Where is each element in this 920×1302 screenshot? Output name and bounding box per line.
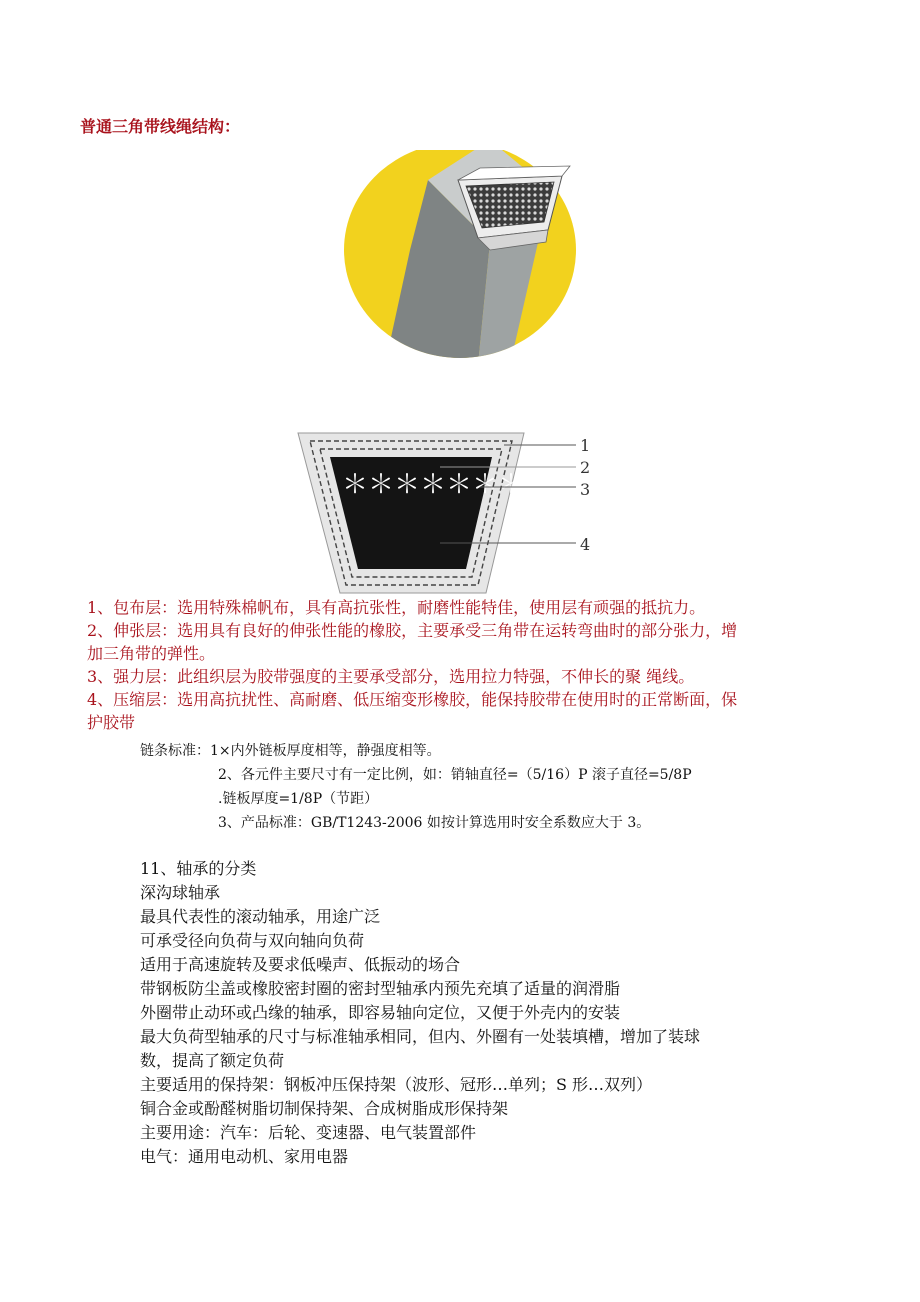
bearing-line: 最大负荷型轴承的尺寸与标准轴承相同，但内、外圈有一处装填槽，增加了装球 <box>140 1027 701 1046</box>
layer-line: 3、强力层：此组织层为胶带强度的主要承受部分，选用拉力特强，不伸长的聚 绳线。 <box>87 667 695 686</box>
chain-standard-line: 2、各元件主要尺寸有一定比例，如：销轴直径=（5/16）P 滚子直径=5/8P <box>218 767 692 783</box>
bearing-line: 铜合金或酚醛树脂切制保持架、合成树脂成形保持架 <box>140 1099 509 1118</box>
diagram-label-3: 3 <box>580 480 591 499</box>
belt-cross-section-diagram <box>290 425 600 600</box>
diagram-label-2: 2 <box>580 458 591 477</box>
v-belt-illustration <box>340 150 580 360</box>
bearing-line: 可承受径向负荷与双向轴向负荷 <box>140 931 365 950</box>
diagram-label-4: 4 <box>580 535 591 554</box>
chain-standard-line: 3、产品标准：GB/T1243-2006 如按计算选用时安全系数应大于 3。 <box>218 815 651 831</box>
bearing-line: 数，提高了额定负荷 <box>140 1051 285 1070</box>
bearing-line: 11、轴承的分类 <box>140 859 257 878</box>
bearing-line: 深沟球轴承 <box>140 883 221 902</box>
bearing-line: 主要适用的保持架：钢板冲压保持架（波形、冠形…单列；S 形…双列） <box>140 1075 653 1094</box>
bearing-section <box>140 857 840 1169</box>
page-title: 普通三角带线绳结构： <box>80 117 241 136</box>
layer-line: 4、压缩层：选用高抗扰性、高耐磨、低压缩变形橡胶，能保持胶带在使用时的正常断面，保 <box>87 690 738 709</box>
bearing-line: 主要用途：汽车：后轮、变速器、电气装置部件 <box>140 1123 477 1142</box>
layer-line: 护胶带 <box>87 713 136 732</box>
bearing-line: 适用于高速旋转及要求低噪声、低振动的场合 <box>140 955 461 974</box>
chain-standard-line: 链条标准：1×内外链板厚度相等，静强度相等。 <box>140 743 441 759</box>
layer-descriptions <box>87 596 847 734</box>
diagram-label-1: 1 <box>580 436 591 455</box>
layer-line: 2、伸张层：选用具有良好的伸张性能的橡胶，主要承受三角带在运转弯曲时的部分张力，增 <box>87 621 738 640</box>
layer-line: 1、包布层：选用特殊棉帆布，具有高抗张性，耐磨性能特佳，使用层有顽强的抵抗力。 <box>87 598 706 617</box>
chain-standard-line: .链板厚度=1/8P（节距） <box>218 791 379 807</box>
cord-stars: ＊＊＊＊＊＊＊ <box>342 470 525 500</box>
bearing-line: 外圈带止动环或凸缘的轴承，即容易轴向定位，又便于外壳内的安装 <box>140 1003 621 1022</box>
bearing-line: 带钢板防尘盖或橡胶密封圈的密封型轴承内预先充填了适量的润滑脂 <box>140 979 621 998</box>
layer-line: 加三角带的弹性。 <box>87 644 216 663</box>
bearing-line: 电气：通用电动机、家用电器 <box>140 1147 349 1166</box>
bearing-line: 最具代表性的滚动轴承，用途广泛 <box>140 907 381 926</box>
